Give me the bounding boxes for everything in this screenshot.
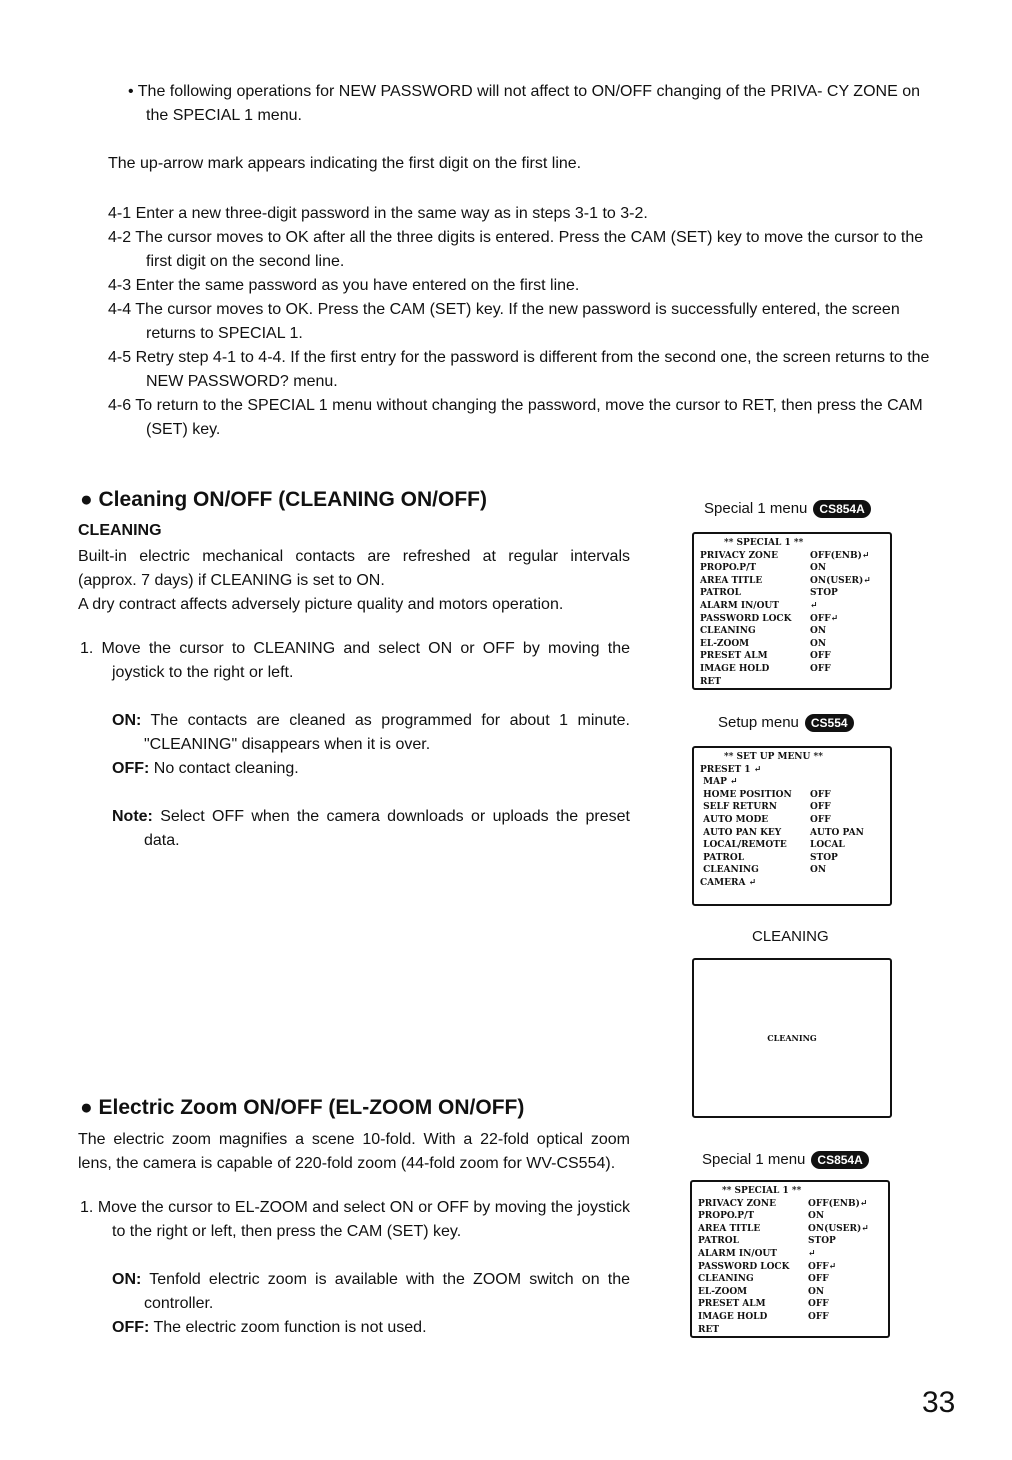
menu-row-label: PRESET ALM: [700, 651, 768, 662]
menu-row: [700, 613, 884, 626]
menu-row: [700, 562, 884, 575]
menu-row-label: RET: [698, 1324, 720, 1335]
menu-row-label: PATROL: [698, 1236, 739, 1247]
menu-row: [700, 789, 884, 802]
off-text: No contact cleaning.: [149, 760, 299, 777]
on-label: ON:: [112, 712, 142, 729]
menu-row: [698, 1210, 882, 1223]
menu-row-value: OFF↵: [808, 1261, 837, 1272]
cleaning-screen-text: CLEANING: [767, 1032, 817, 1043]
menu-row-value: OFF: [810, 802, 831, 813]
elzoom-body: [78, 1128, 630, 1340]
cleaning-heading: ● Cleaning ON/OFF (CLEANING ON/OFF): [80, 488, 487, 511]
on-text: Tenfold electric zoom is available with the ZOOM switch on the controller.: [141, 1271, 630, 1312]
menu-row-label: PRIVACY ZONE: [698, 1198, 776, 1209]
menu-row-value: OFF: [810, 789, 831, 800]
menu-row: [700, 650, 884, 663]
special1-caption: [704, 500, 871, 518]
menu-row-value: ON: [810, 865, 827, 876]
menu-title: ** SPECIAL 1 **: [722, 1186, 802, 1196]
menu-row-label: PROPO.P/T: [700, 563, 757, 574]
menu-row-label: PRESET 1 ↵: [700, 764, 762, 775]
special1b-caption: [702, 1151, 869, 1169]
menu-row-label: PATROL: [700, 588, 741, 599]
menu-row-label: PATROL: [700, 852, 745, 863]
menu-row-label: EL-ZOOM: [700, 638, 750, 649]
menu-row-label: LOCAL/REMOTE: [700, 840, 787, 851]
menu-row: [698, 1298, 882, 1311]
cleaning-step1: 1. Move the cursor to CLEANING and select ON or OFF by moving the joystick to the right or left.: [80, 640, 630, 681]
caption-text: Special 1 menu: [702, 1151, 806, 1168]
menu-row: [698, 1198, 882, 1211]
menu-row: [700, 550, 884, 563]
menu-row: [700, 663, 884, 676]
menu-row: [698, 1286, 882, 1299]
menu-row: [700, 587, 884, 600]
menu-row: [700, 676, 884, 689]
note-label: Note:: [112, 808, 153, 825]
menu-row-label: IMAGE HOLD: [700, 663, 770, 674]
menu-row-value: OFF: [810, 663, 831, 674]
menu-row-label: PASSWORD LOCK: [698, 1261, 790, 1272]
menu-row: [700, 839, 884, 852]
elzoom-on: [112, 1268, 630, 1316]
elzoom-off: [112, 1316, 630, 1340]
menu-row: [700, 600, 884, 613]
menu-title: ** SET UP MENU **: [724, 752, 823, 762]
menu-row-label: EL-ZOOM: [698, 1286, 748, 1297]
menu-row-value: OFF: [810, 814, 831, 825]
menu-row: [700, 852, 884, 865]
special1b-menu-screen: [690, 1180, 890, 1338]
menu-row-value: ON: [810, 626, 827, 637]
menu-row-label: SELF RETURN: [700, 802, 777, 813]
menu-row-value: ↵: [808, 1248, 816, 1259]
cleaning-note: [112, 805, 630, 853]
menu-row-value: OFF: [808, 1274, 829, 1285]
step-4-6: 4-6 To return to the SPECIAL 1 menu without changing the password, move the cursor to RET, then press the CAM (SET) key.: [108, 397, 923, 438]
arrow-note: The up-arrow mark appears indicating the first digit on the first line.: [108, 155, 582, 172]
menu-row-label: AREA TITLE: [700, 575, 763, 586]
menu-row-label: CAMERA ↵: [700, 877, 757, 888]
menu-row-label: AREA TITLE: [698, 1223, 761, 1234]
menu-row-value: OFF(ENB)↵: [808, 1198, 868, 1209]
menu-row: [698, 1248, 882, 1261]
menu-row-value: STOP: [810, 852, 838, 863]
cleaning-off: [112, 757, 630, 781]
cleaning-p1: Built-in electric mechanical contacts are refreshed at regular intervals (approx. 7 days) if CLEANING is set to ON.: [78, 548, 630, 589]
menu-row-label: RET: [700, 676, 722, 687]
menu-title: ** SPECIAL 1 **: [724, 538, 804, 548]
menu-row-label: MAP ↵: [700, 777, 738, 788]
menu-row-value: STOP: [810, 588, 838, 599]
menu-row: [698, 1261, 882, 1274]
menu-row-value: OFF(ENB)↵: [810, 550, 870, 561]
menu-row-value: STOP: [808, 1236, 836, 1247]
menu-row: [698, 1223, 882, 1236]
cleaning-p2: A dry contract affects adversely picture quality and motors operation.: [78, 596, 564, 613]
off-label: OFF:: [112, 760, 150, 777]
step-4-1: 4-1 Enter a new three-digit password in the same way as in steps 3-1 to 3-2.: [108, 205, 648, 222]
menu-row: [698, 1324, 882, 1337]
menu-row-label: ALARM IN/OUT: [698, 1248, 777, 1259]
bullet-note: • The following operations for NEW PASSWORD will not affect to ON/OFF changing of the PRIVA- CY ZONE on the SPECIAL 1 menu.: [128, 83, 920, 124]
menu-row-value: ON: [810, 638, 827, 649]
menu-row-value: ON: [808, 1211, 825, 1222]
step-4-5: 4-5 Retry step 4-1 to 4-4. If the first entry for the password is different from the second one, the screen returns to the NEW PASSWORD? menu.: [108, 349, 930, 390]
elzoom-step1: 1. Move the cursor to EL-ZOOM and select ON or OFF by moving the joystick to the right or left, then press the CAM (SET) key.: [80, 1199, 630, 1240]
menu-row: [700, 575, 884, 588]
menu-row-value: AUTO PAN: [810, 827, 864, 838]
menu-row: [698, 1311, 882, 1324]
menu-row: [700, 638, 884, 651]
menu-row: [700, 776, 884, 789]
menu-row-label: ALARM IN/OUT: [700, 600, 779, 611]
cleaning-screen: [692, 958, 892, 1118]
elzoom-p1: The electric zoom magnifies a scene 10-fold. With a 22-fold optical zoom lens, the camera is capable of 220-fold zoom (44-fold zoom for WV-CS554).: [78, 1131, 630, 1172]
menu-row: [700, 814, 884, 827]
menu-row-value: OFF↵: [810, 613, 839, 624]
menu-row-value: LOCAL: [810, 840, 845, 851]
caption-text: Setup menu: [718, 714, 799, 731]
model-badge: CS854A: [813, 500, 870, 518]
page-number: 33: [922, 1386, 956, 1419]
off-label: OFF:: [112, 1319, 150, 1336]
menu-row-label: PRESET ALM: [698, 1299, 766, 1310]
on-label: ON:: [112, 1271, 142, 1288]
menu-row-label: CLEANING: [700, 626, 756, 637]
menu-row: [698, 1235, 882, 1248]
menu-row-value: ↵: [810, 600, 818, 611]
elzoom-heading: ● Electric Zoom ON/OFF (EL-ZOOM ON/OFF): [80, 1096, 525, 1119]
menu-row-value: ON(USER)↵: [808, 1223, 869, 1234]
cleaning-subheading: CLEANING: [78, 522, 162, 539]
model-badge: CS854A: [811, 1151, 868, 1169]
cleaning-body: [78, 545, 630, 853]
menu-row-value: OFF: [808, 1311, 829, 1322]
menu-row: [700, 877, 884, 890]
menu-row-value: ON(USER)↵: [810, 575, 871, 586]
caption-text: Special 1 menu: [704, 500, 808, 517]
menu-row-label: HOME POSITION: [700, 789, 792, 800]
menu-row: [700, 764, 884, 777]
menu-row: [700, 801, 884, 814]
off-text: The electric zoom function is not used.: [149, 1319, 427, 1336]
menu-row-label: PASSWORD LOCK: [700, 613, 792, 624]
model-badge: CS554: [805, 714, 854, 732]
menu-row-label: CLEANING: [698, 1274, 754, 1285]
menu-row-label: CLEANING: [700, 865, 759, 876]
menu-row-label: IMAGE HOLD: [698, 1311, 768, 1322]
menu-row-label: PRIVACY ZONE: [700, 550, 778, 561]
menu-row-value: OFF: [810, 651, 831, 662]
cleaning-screen-caption: CLEANING: [752, 928, 829, 945]
special1-menu-screen: [692, 532, 892, 690]
note-text: Select OFF when the camera downloads or uploads the preset data.: [144, 808, 630, 849]
menu-row-value: ON: [808, 1286, 825, 1297]
menu-row: [700, 625, 884, 638]
bullet-text: The following operations for NEW PASSWORD will not affect to ON/OFF changing of the PRIVA- CY ZONE on the SPECIAL 1 menu.: [137, 83, 920, 124]
menu-row-value: OFF: [808, 1299, 829, 1310]
menu-row: [700, 827, 884, 840]
menu-row: [700, 864, 884, 877]
step-4-3: 4-3 Enter the same password as you have entered on the first line.: [108, 277, 580, 294]
cleaning-on: [112, 709, 630, 757]
menu-row-label: AUTO MODE: [700, 814, 769, 825]
menu-row-value: ON: [810, 563, 827, 574]
setup-caption: [718, 714, 854, 732]
menu-row-label: PROPO.P/T: [698, 1211, 755, 1222]
setup-menu-screen: [692, 746, 892, 906]
menu-row-label: AUTO PAN KEY: [700, 827, 782, 838]
step-4-4: 4-4 The cursor moves to OK. Press the CAM (SET) key. If the new password is successfully entered, the screen returns to SPECIAL 1.: [108, 301, 900, 342]
on-text: The contacts are cleaned as programmed for about 1 minute. "CLEANING" disappears when it is over.: [141, 712, 630, 753]
step-4-2: 4-2 The cursor moves to OK after all the three digits is entered. Press the CAM (SET) key to move the cursor to the first digit on the second line.: [108, 229, 924, 270]
menu-row: [698, 1273, 882, 1286]
